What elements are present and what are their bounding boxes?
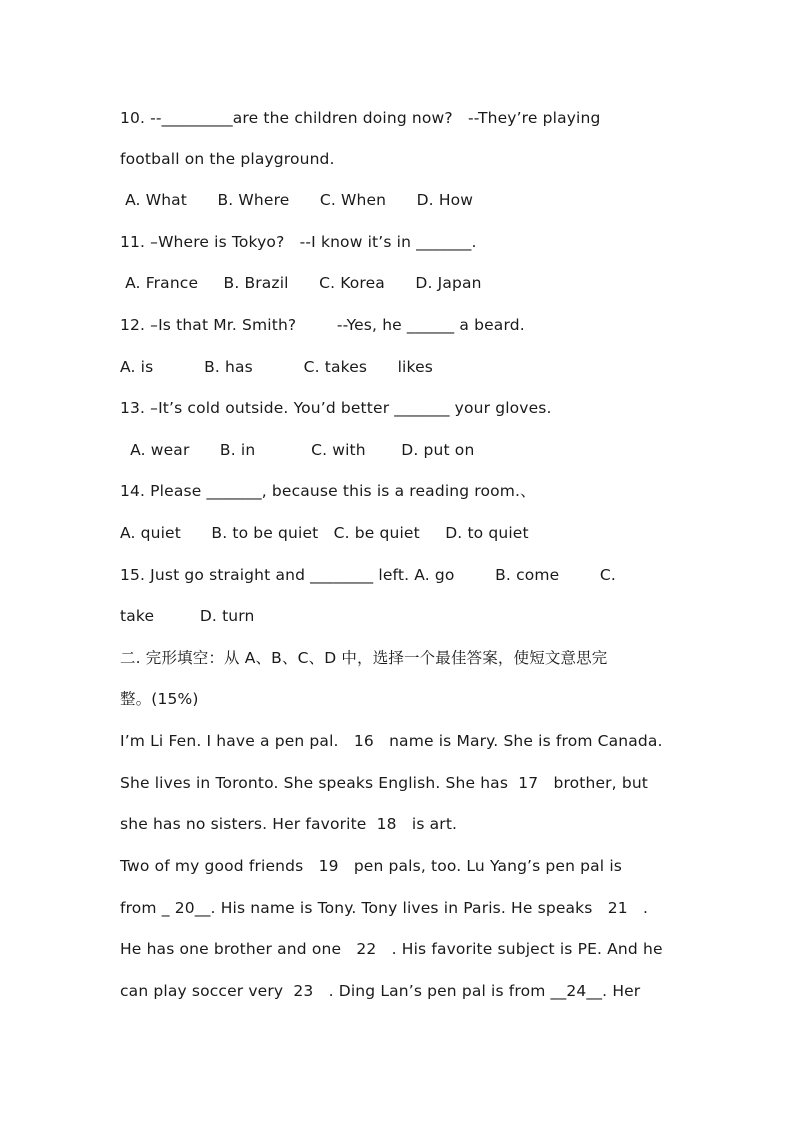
- passage-line: She lives in Toronto. She speaks English. She has 17 brother, but: [120, 774, 649, 792]
- q12-options: A. is B. has C. takes likes: [120, 358, 433, 376]
- q10-stem: 10. --_________are the children doing now? --They’re playing: [120, 109, 601, 127]
- q10-stem-continued: football on the playground.: [120, 150, 335, 168]
- q13-stem: 13. –It’s cold outside. You’d better _______ your gloves.: [120, 399, 552, 417]
- section-heading-continued: 整。(15%): [120, 690, 199, 708]
- passage-line: I’m Li Fen. I have a pen pal. 16 name is Mary. She is from Canada.: [120, 732, 663, 750]
- q15-options-continued: take D. turn: [120, 607, 255, 625]
- q13-options: A. wear B. in C. with D. put on: [120, 441, 475, 459]
- q10-options: A. What B. Where C. When D. How: [120, 191, 474, 209]
- q14-stem: 14. Please _______, because this is a reading room.、: [120, 482, 536, 500]
- passage-line: from _ 20__. His name is Tony. Tony lives in Paris. He speaks 21 .: [120, 899, 649, 917]
- passage-line: she has no sisters. Her favorite 18 is art.: [120, 815, 458, 833]
- q11-options: A. France B. Brazil C. Korea D. Japan: [120, 274, 482, 292]
- q11-stem: 11. –Where is Tokyo? --I know it’s in _______.: [120, 233, 477, 251]
- passage-line: can play soccer very 23 . Ding Lan’s pen pal is from __24__. Her: [120, 982, 641, 1000]
- passage-line: Two of my good friends 19 pen pals, too. Lu Yang’s pen pal is: [120, 857, 623, 875]
- q14-options: A. quiet B. to be quiet C. be quiet D. to quiet: [120, 524, 529, 542]
- passage-line: He has one brother and one 22 . His favorite subject is PE. And he: [120, 940, 663, 958]
- q15-stem: 15. Just go straight and ________ left. A. go B. come C.: [120, 566, 616, 584]
- q12-stem: 12. –Is that Mr. Smith? --Yes, he ______ a beard.: [120, 316, 525, 334]
- section-heading: 二. 完形填空：从 A、B、C、D 中，选择一个最佳答案，使短文意思完: [120, 649, 608, 667]
